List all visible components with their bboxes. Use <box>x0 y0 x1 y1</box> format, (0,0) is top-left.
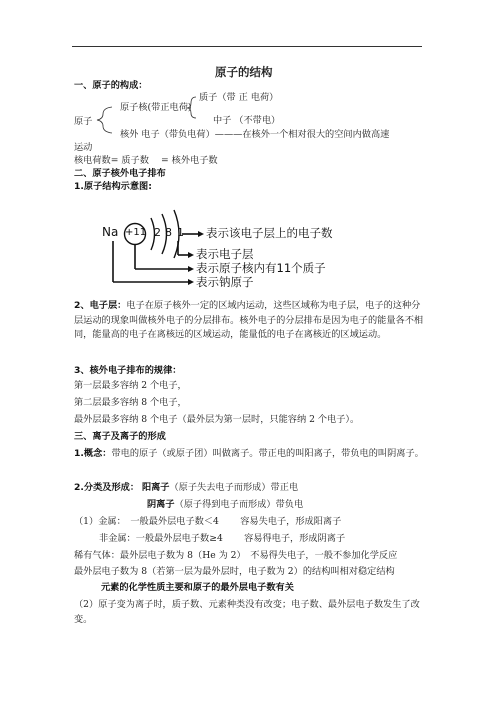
conclusion-line: 元素的化学性质主要和原子的最外层电子数有关 <box>101 582 294 593</box>
noble-gas-line: 稀有气体：最外层电子数为 8（He 为 2） 不易得失电子，一般不参加化学反应 <box>74 550 398 561</box>
anion-term: 阴离子 <box>147 499 175 510</box>
nonmetal-line: 非金属：一般最外层电子数≥4 容易得电子，形成阴离子 <box>99 533 346 544</box>
proton-label: 质子（带 正 电荷） <box>199 92 279 103</box>
classification-heading: 2.分类及形成： <box>74 482 140 493</box>
rule-1: 第一层最多容纳 2 个电子， <box>74 380 187 391</box>
ion-change-paragraph: （2）原子变为离子时，质子数、元素种类没有改变；电子数、最外层电子数发生了改变。 <box>74 599 420 625</box>
diagram-subheading: 1.原子结构示意图: <box>74 181 152 192</box>
label-sodium: 表示钠原子 <box>196 275 254 289</box>
concept-heading: 1.概念： <box>74 448 112 459</box>
shell1-electrons: 2 <box>154 226 161 239</box>
electron-label: 核外 电子（带负电荷）———在核外一个相对很大的空间内做高速 <box>120 129 390 140</box>
rules-heading: 3、核外电子排布的规律： <box>74 365 182 376</box>
element-symbol: Na <box>102 225 119 239</box>
paragraph-body: 电子在原子核外一定的区域内运动，这些区域称为电子层，电子的这种分层运动的现象叫做核外电子的分层排布。核外电子的分层排布是因为电子的能量各不相同，能量高的电子在离核远的区域运动，能量低的电子在离核近的区域运动。 <box>74 300 424 340</box>
section3-heading: 三、离子及离子的形成 <box>74 431 166 442</box>
nucleus-label: 原子核(带正电荷) <box>120 102 192 113</box>
nuclear-charge: +11 <box>125 227 147 238</box>
stable-structure-line: 最外层电子数为 8（若第一层为最外层时，电子数为 2）的结构叫相对稳定结构 <box>74 566 395 577</box>
anion-line <box>147 499 303 511</box>
shell2-electrons: 8 <box>165 226 172 239</box>
neutron-label: 中子 （不带电） <box>213 115 281 126</box>
cation-term: 阳离子 <box>141 482 170 493</box>
electron-shell-paragraph <box>74 299 424 343</box>
shell3-electrons: 1 <box>177 226 184 239</box>
rule-2: 第二层最多容纳 8 个电子， <box>74 397 187 408</box>
paragraph-heading: 2、电子层： <box>74 300 127 311</box>
label-shell-count: 表示该电子层上的电子数 <box>206 226 333 240</box>
atom-label: 原子 <box>74 116 93 127</box>
motion-text: 运动 <box>74 142 93 153</box>
label-shell: 表示电子层 <box>196 247 254 261</box>
cation-definition: （原子失去电子而形成）带正电 <box>169 482 299 493</box>
section1-heading: 一、原子的构成： <box>74 80 148 91</box>
concept-body: 带电的原子（或原子团）叫做离子。带正电的叫阳离子，带负电的叫阴离子。 <box>111 448 424 459</box>
ion-classification <box>74 482 298 494</box>
metal-line: （1）金属： 一般最外层电子数＜4 容易失电子，形成阳离子 <box>74 516 342 527</box>
rule-3: 最外层最多容纳 8 个电子（最外层为第一层时，只能容纳 2 个电子）。 <box>74 414 360 425</box>
section2-heading: 二、原子核外电子排布 <box>74 168 166 179</box>
page-title: 原子的结构 <box>215 65 273 79</box>
ion-concept <box>74 447 424 462</box>
anion-definition: （原子得到电子而形成）带负电 <box>174 499 304 510</box>
charge-equation: 核电荷数= 质子数 = 核外电子数 <box>74 155 218 166</box>
label-protons: 表示原子核内有11个质子 <box>196 261 326 275</box>
